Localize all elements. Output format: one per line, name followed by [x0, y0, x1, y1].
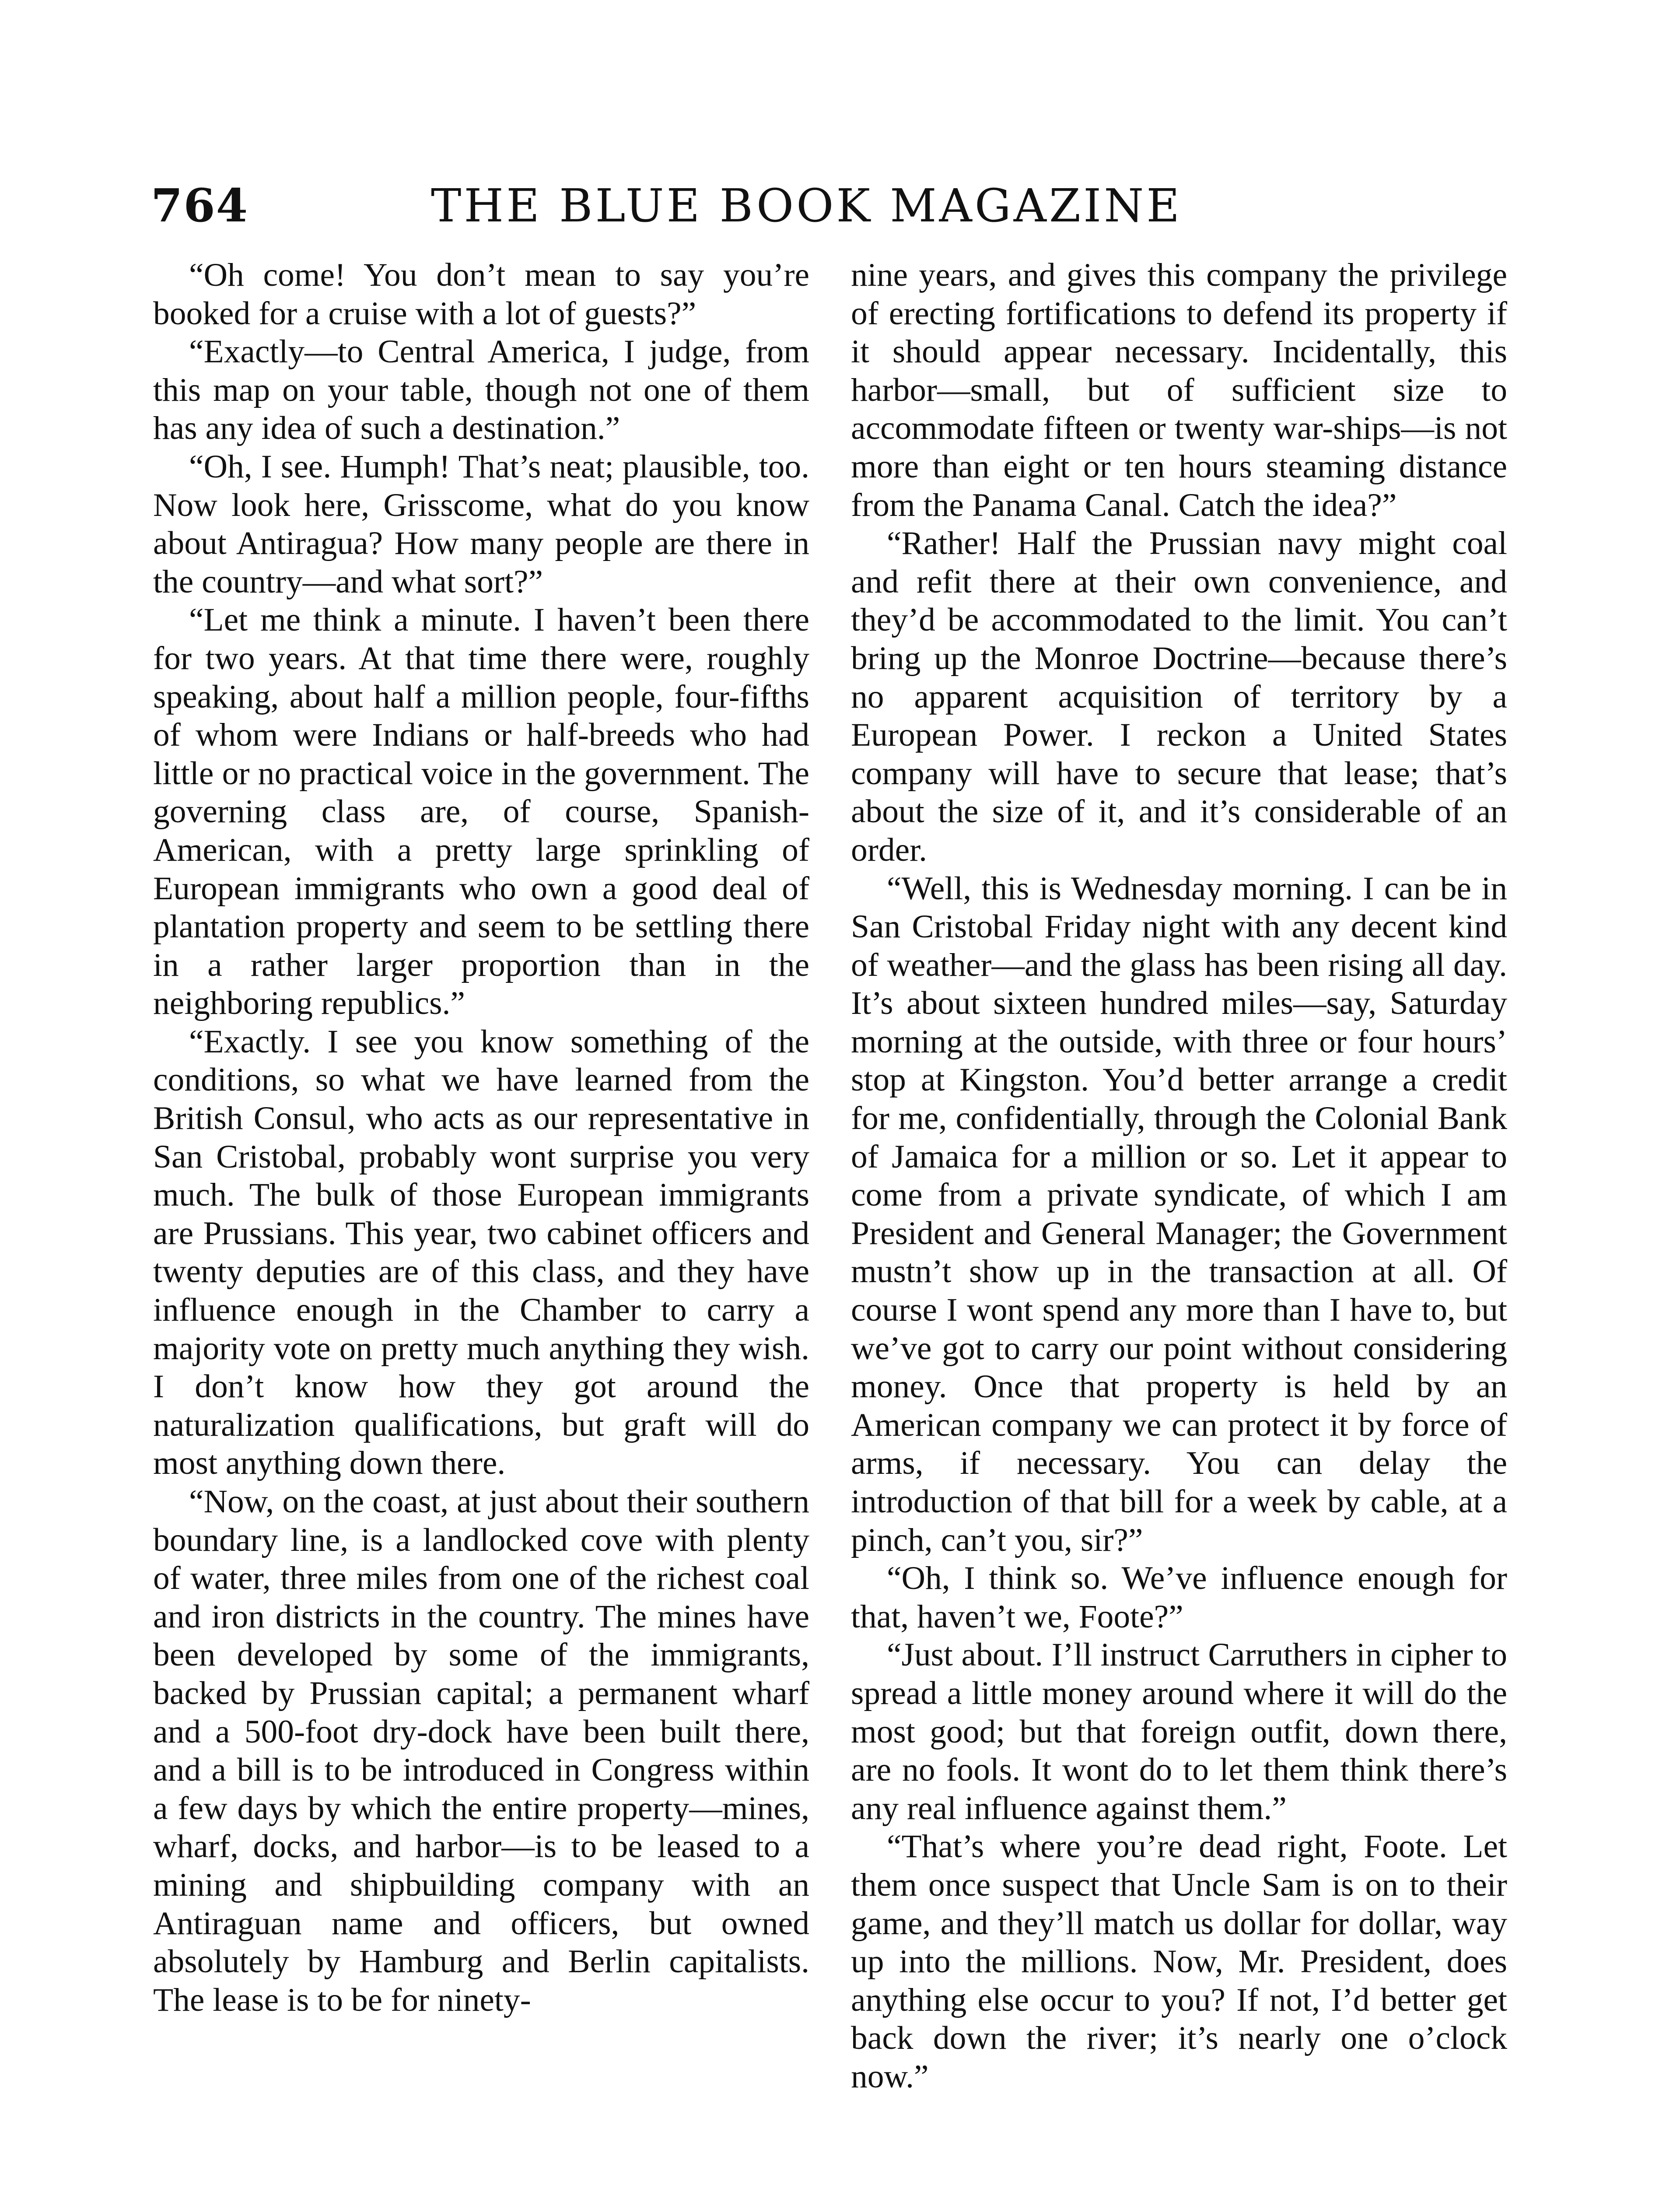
right-column: [851, 256, 1507, 2096]
paragraph-continued: nine years, and gives this company the privilege of erecting fortifications to defend its property if it should appear necessary. Incidentally, this harbor—small, but of sufficient size to accommodate fifteen or twenty war-ships—is not more than eight or ten hours steaming distance from the Panama Canal. Catch the idea?”: [851, 257, 1507, 523]
paragraph: “Exactly. I see you know something of the conditions, so what we have learned from the British Consul, who acts as our representative in San Cristobal, probably wont surprise you very much. The bulk of those European immigrants are Prussians. This year, two cabinet officers and twenty deputies are of this class, and they have influence enough in the Chamber to carry a majority vote on pretty much anything they wish. I don’t know how they got around the naturalization qualifications, but graft will do most anything down there.: [153, 1023, 809, 1482]
paragraph: “Oh, I see. Humph! That’s neat; plausible, too. Now look here, Grisscome, what do you know about Antiragua? How many people are there in the country—and what sort?”: [153, 448, 809, 600]
paragraph: “Let me think a minute. I haven’t been there for two years. At that time there were, roughly speaking, about half a million people, four-fifths of whom were Indians or half-breeds who had little or no practical voice in the government. The governing class are, of course, Spanish-American, with a pretty large sprinkling of European immigrants who own a good deal of plantation property and seem to be settling there in a rather larger proportion than in the neighboring republics.”: [153, 602, 809, 1022]
paragraph: “Oh, I think so. We’ve influence enough for that, haven’t we, Foote?”: [851, 1560, 1507, 1635]
paragraph: “Just about. I’ll instruct Carruthers in cipher to spread a little money around where it will do the most good; but that foreign outfit, down there, are no fools. It wont do to let them think there’s any real influence against them.”: [851, 1637, 1507, 1827]
magazine-title: THE BLUE BOOK MAGAZINE: [431, 179, 1183, 232]
paragraph: “Well, this is Wednesday morning. I can be in San Cristobal Friday night with any decent kind of weather—and the glass has been rising all day. It’s about sixteen hundred miles—say, Saturday morning at the outside, with three or four hours’ stop at Kingston. You’d better arrange a credit for me, confidentially, through the Colonial Bank of Jamaica for a million or so. Let it appear to come from a private syndicate, of which I am President and General Manager; the Government mustn’t show up in the transaction at all. Of course I wont spend any more than I have to, but we’ve got to carry our point without considering money. Once that property is held by an American company we can protect it by force of arms, if necessary. You can delay the introduction of that bill for a week by cable, at a pinch, can’t you, sir?”: [851, 870, 1507, 1558]
paragraph: “Now, on the coast, at just about their southern boundary line, is a landlocked cove with plenty of water, three miles from one of the richest coal and iron districts in the country. The mines have been developed by some of the immigrants, backed by Prussian capital; a permanent wharf and a 500-foot dry-dock have been built there, and a bill is to be introduced in Congress within a few days by which the entire property—mines, wharf, docks, and harbor—is to be leased to a mining and shipbuilding company with an Antiraguan name and officers, but owned absolutely by Hamburg and Berlin capitalists. The lease is to be for ninety-: [153, 1483, 809, 2018]
paragraph: “Exactly—to Central America, I judge, from this map on your table, though not one of them has any idea of such a destination.”: [153, 333, 809, 447]
paragraph: “That’s where you’re dead right, Foote. Let them once suspect that Uncle Sam is on to their game, and they’ll match us dollar for dollar, way up into the millions. Now, Mr. President, does anything else occur to you? If not, I’d better get back down the river; it’s nearly one o’clock now.”: [851, 1828, 1507, 2095]
page-number: 764: [151, 179, 249, 232]
running-head: [151, 173, 1205, 238]
paragraph: “Oh come! You don’t mean to say you’re booked for a cruise with a lot of guests?”: [153, 257, 809, 332]
left-column: [153, 256, 809, 2019]
paragraph: “Rather! Half the Prussian navy might coal and refit there at their own convenience, and they’d be accommodated to the limit. You can’t bring up the Monroe Doctrine—because there’s no apparent acquisition of territory by a European Power. I reckon a United States company will have to secure that lease; that’s about the size of it, and it’s considerable of an order.: [851, 525, 1507, 868]
